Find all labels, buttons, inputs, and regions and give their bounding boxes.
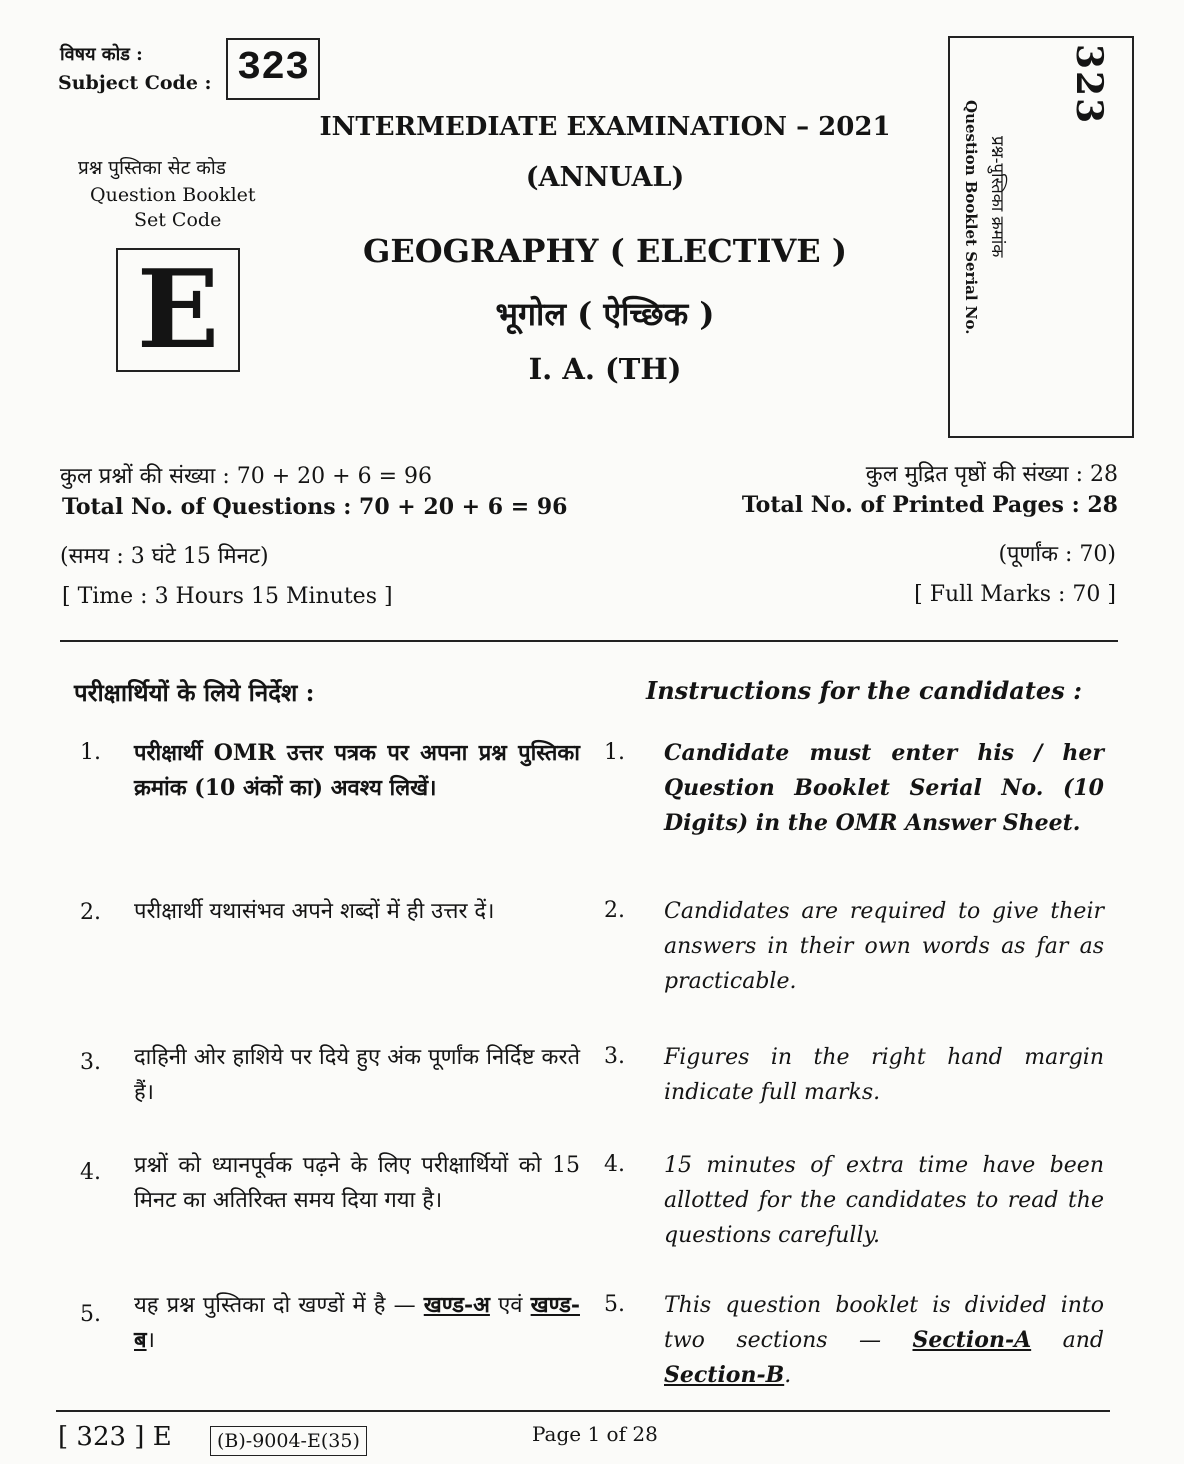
set-code-label-hindi: प्रश्न पुस्तिका सेट कोड <box>78 157 226 179</box>
footer-booklet-code: (B)-9004-E(35) <box>210 1426 367 1456</box>
instructions-heading-hindi: परीक्षार्थियों के लिये निर्देश : <box>74 678 315 707</box>
time-hindi: (समय : 3 घंटे 15 मिनट) <box>60 544 269 569</box>
instruction-number: 3. <box>604 1044 625 1069</box>
instruction-english: Candidate must enter his / her Question Booklet Serial No. (10 Digits) in the OMR Answer Sheet. <box>664 740 1104 836</box>
instructions-heading: Instructions for the candidates : <box>646 676 1082 705</box>
instruction-text: यह प्रश्न पुस्तिका दो खण्डों में है — <box>134 1293 416 1318</box>
instruction-number: 2. <box>604 898 625 923</box>
instruction-hindi: परीक्षार्थी यथासंभव अपने शब्दों में ही उत्तर दें। <box>134 899 495 924</box>
instruction-number: 4. <box>80 1160 101 1185</box>
instruction-english: Figures in the right hand margin indicate full marks. <box>664 1045 1104 1105</box>
time-limit: [ Time : 3 Hours 15 Minutes ] <box>62 584 393 609</box>
set-code-label-line1: Question Booklet <box>90 184 256 206</box>
subject-code-label: Subject Code : <box>58 72 212 94</box>
total-pages: Total No. of Printed Pages : 28 <box>741 492 1118 518</box>
full-marks-hindi: (पूर्णांक : 70) <box>998 542 1116 567</box>
serial-number-box[interactable] <box>948 36 1134 438</box>
serial-label-hindi: प्रश्न-पुस्तिका क्रमांक <box>987 136 1007 258</box>
section-b: Section-B <box>664 1362 785 1388</box>
instruction-number: 2. <box>80 900 101 925</box>
instruction-english: 15 minutes of extra time have been allotted for the candidates to read the questions carefully. <box>664 1153 1104 1248</box>
exam-title: INTERMEDIATE EXAMINATION – 2021 <box>319 112 891 142</box>
exam-annual: (ANNUAL) <box>525 162 685 193</box>
instruction-text: This question booklet is divided into two sections — <box>664 1293 1104 1353</box>
subject-code-label-hindi: विषय कोड : <box>60 44 143 65</box>
instruction-english <box>664 1288 1104 1393</box>
section-a-hindi: खण्ड-अ <box>423 1292 490 1318</box>
divider <box>60 640 1118 642</box>
instruction-hindi: दाहिनी ओर हाशिये पर दिये हुए अंक पूर्णांक निर्दिष्ट करते हैं। <box>134 1045 580 1105</box>
subject-title-hindi: भूगोल ( ऐच्छिक ) <box>495 295 715 333</box>
serial-number-code: 323 <box>1068 44 1110 126</box>
instruction-number: 5. <box>604 1292 625 1317</box>
set-code-label-line2: Set Code <box>134 209 222 231</box>
instruction-text: । <box>146 1328 155 1353</box>
divider <box>56 1410 1110 1412</box>
section-a: Section-A <box>912 1327 1032 1353</box>
footer-code: [ 323 ] E <box>58 1422 172 1452</box>
instruction-text: . <box>784 1363 792 1388</box>
instruction-text: एवं <box>498 1293 523 1318</box>
instruction-text: and <box>1062 1328 1104 1353</box>
page-number: Page 1 of 28 <box>532 1422 658 1446</box>
instruction-number: 4. <box>604 1152 625 1177</box>
serial-label: Question Booklet Serial No. <box>962 100 980 335</box>
instruction-number: 1. <box>80 740 101 765</box>
instruction-hindi <box>134 1288 580 1358</box>
instruction-number: 5. <box>80 1302 101 1327</box>
instruction-number: 3. <box>80 1050 101 1075</box>
instruction-hindi: परीक्षार्थी OMR उत्तर पत्रक पर अपना प्रश्न पुस्तिका क्रमांक (10 अंकों का) अवश्य लिखें। <box>134 740 580 801</box>
instruction-english: Candidates are required to give their answers in their own words as far as practicable. <box>664 899 1104 994</box>
instruction-number: 1. <box>604 740 625 765</box>
class-label: I. A. (TH) <box>528 352 682 386</box>
set-code-box: E <box>116 248 240 372</box>
total-pages-hindi: कुल मुद्रित पृष्ठों की संख्या : 28 <box>865 462 1118 487</box>
instruction-hindi: प्रश्नों को ध्यानपूर्वक पढ़ने के लिए परीक्षार्थियों को 15 मिनट का अतिरिक्त समय दिया गया है। <box>134 1153 580 1213</box>
total-questions: Total No. of Questions : 70 + 20 + 6 = 96 <box>62 494 568 520</box>
total-questions-hindi: कुल प्रश्नों की संख्या : 70 + 20 + 6 = 96 <box>60 464 432 489</box>
section-b-hindi: खण्ड-ब <box>134 1292 580 1353</box>
full-marks: [ Full Marks : 70 ] <box>914 582 1116 607</box>
subject-title: GEOGRAPHY ( ELECTIVE ) <box>363 232 847 270</box>
subject-code-box: 323 <box>226 38 320 100</box>
